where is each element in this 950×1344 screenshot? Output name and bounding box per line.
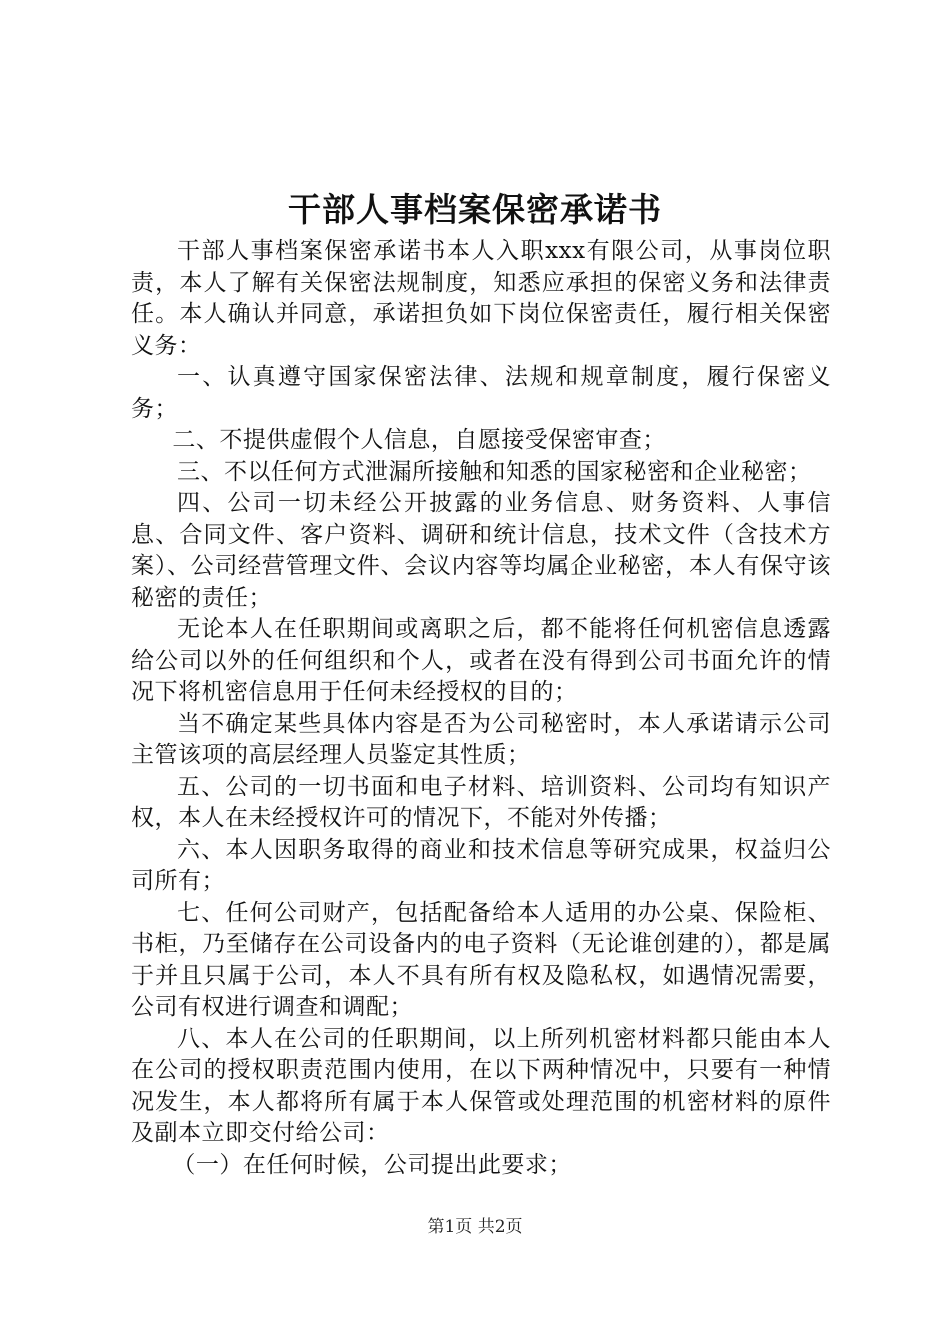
paragraph-intro: 干部人事档案保密承诺书本人入职xxx有限公司，从事岗位职责，本人了解有关保密法规制度，知悉应承担的保密义务和法律责任。本人确认并同意，承诺担负如下岗位保密责任，履行相关保密义务： bbox=[131, 238, 831, 359]
paragraph-clause-7: 七、任何公司财产，包括配备给本人适用的办公桌、保险柜、书柜，乃至储存在公司设备内的电子资料（无论谁创建的），都是属于并且只属于公司，本人不具有所有权及隐私权，如遇情况需要，公司有权进行调查和调配； bbox=[131, 899, 831, 1020]
paragraph-clause-5: 五、公司的一切书面和电子材料、培训资料、公司均有知识产权，本人在未经授权许可的情况下，不能对外传播； bbox=[131, 773, 831, 831]
paragraph-clause-4-detail-b: 当不确定某些具体内容是否为公司秘密时，本人承诺请示公司主管该项的高层经理人员鉴定其性质； bbox=[131, 710, 831, 768]
paragraph-clause-2: 二、不提供虚假个人信息，自愿接受保密审查； bbox=[172, 427, 666, 453]
paragraph-clause-4-detail-a: 无论本人在任职期间或离职之后，都不能将任何机密信息透露给公司以外的任何组织和个人，或者在没有得到公司书面允许的情况下将机密信息用于任何未经授权的目的； bbox=[131, 616, 831, 705]
document-title: 干部人事档案保密承诺书 bbox=[288, 190, 662, 229]
paragraph-clause-6: 六、本人因职务取得的商业和技术信息等研究成果，权益归公司所有； bbox=[131, 836, 831, 894]
paragraph-clause-3: 三、不以任何方式泄漏所接触和知悉的国家秘密和企业秘密； bbox=[177, 458, 812, 485]
paragraph-clause-8-item-1: （一）在任何时候，公司提出此要求； bbox=[172, 1151, 572, 1178]
page-footer: 第1页 共2页 bbox=[427, 1217, 523, 1237]
paragraph-clause-4: 四、公司一切未经公开披露的业务信息、财务资料、人事信息、合同文件、客户资料、调研和统计信息，技术文件（含技术方案）、公司经营管理文件、会议内容等均属企业秘密，本人有保守该秘密的责任； bbox=[131, 490, 831, 611]
paragraph-clause-1: 一、认真遵守国家保密法律、法规和规章制度，履行保密义务； bbox=[131, 364, 831, 422]
paragraph-clause-8: 八、本人在公司的任职期间，以上所列机密材料都只能由本人在公司的授权职责范围内使用，在以下两种情况中，只要有一种情况发生，本人都将所有属于本人保管或处理范围的机密材料的原件及副本立即交付给公司： bbox=[131, 1025, 831, 1146]
document-body bbox=[131, 236, 831, 1181]
